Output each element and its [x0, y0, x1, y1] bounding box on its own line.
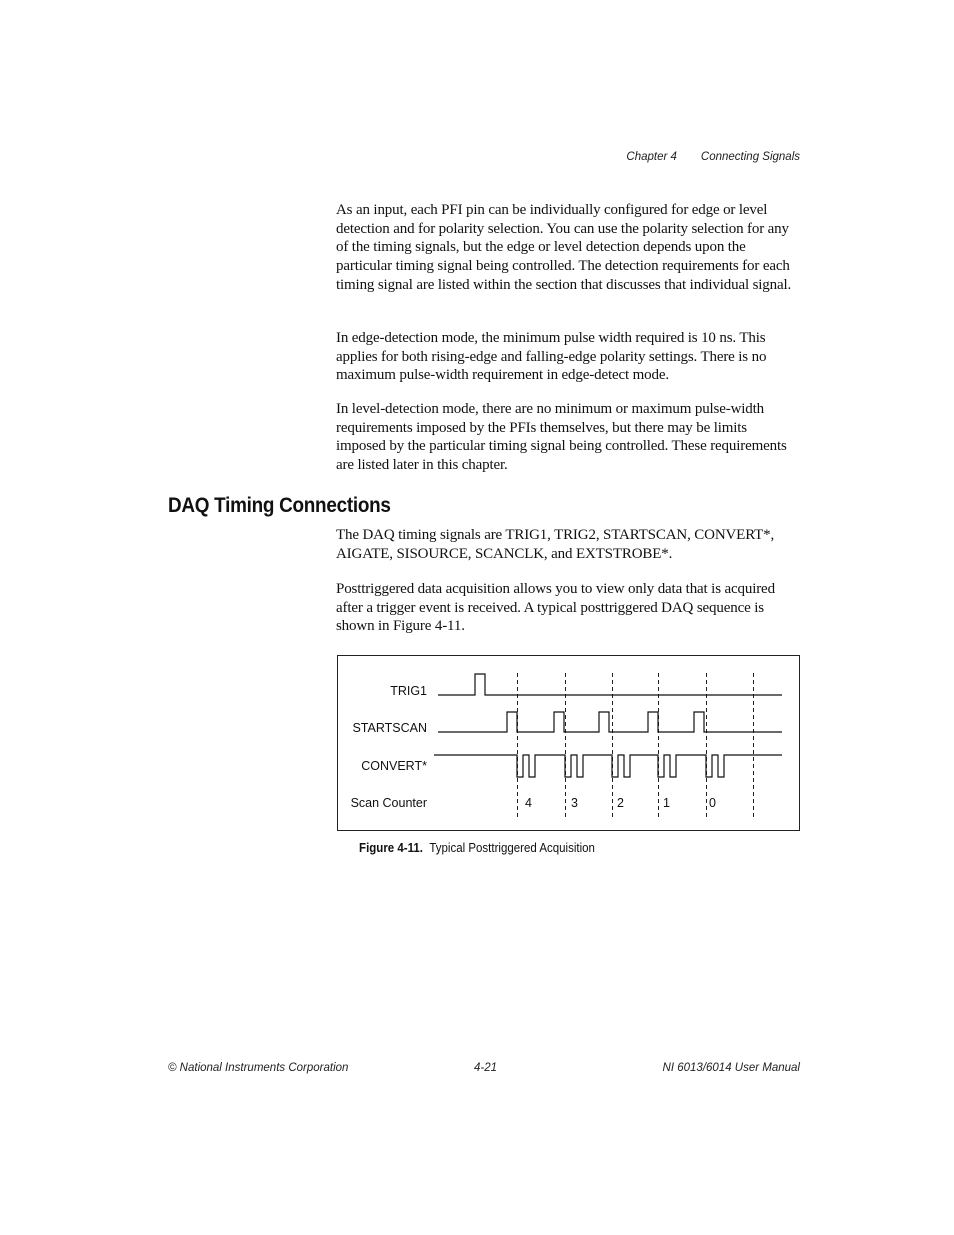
label-startscan: STARTSCAN [352, 721, 427, 735]
paragraph-daq-signals: The DAQ timing signals are TRIG1, TRIG2, STARTSCAN, CONVERT*, AIGATE, SISOURCE, SCANCLK, and EXTSTROBE*. [336, 527, 775, 562]
label-scan-counter: Scan Counter [350, 796, 427, 810]
paragraph-level-detection: In level-detection mode, there are no minimum or maximum pulse-width requirements imposed by the PFIs themselves, but there may be limits imposed by the particular timing signal being controlled. These requirements are listed later in this chapter. [336, 401, 787, 474]
label-convert: CONVERT* [361, 759, 427, 773]
waveform-convert [434, 755, 782, 777]
header-section: Connecting Signals [700, 151, 800, 163]
timing-diagram [337, 655, 800, 831]
figure-caption-number: Figure 4-11. [359, 841, 423, 855]
scan-count-0: 0 [709, 796, 716, 810]
figure-caption-text: Typical Posttriggered Acquisition [429, 841, 595, 855]
scan-count-2: 2 [617, 796, 624, 810]
header-chapter: Chapter 4 [626, 151, 677, 163]
label-trig1: TRIG1 [390, 684, 427, 698]
paragraph-posttriggered: Posttriggered data acquisition allows you to view only data that is acquired after a trigger event is received. A typical posttriggered DAQ sequence is shown in Figure 4-11. [336, 581, 775, 635]
section-heading: DAQ Timing Connections [168, 494, 391, 517]
scan-count-1: 1 [663, 796, 670, 810]
footer-copyright: © National Instruments Corporation [168, 1062, 349, 1074]
running-header [626, 151, 800, 163]
footer-page-number: 4-21 [474, 1062, 498, 1074]
waveform-trig1 [438, 674, 782, 695]
paragraph-pfi-input: As an input, each PFI pin can be individually configured for edge or level detection and for polarity selection. You can use the polarity selection for any of the timing signals, but the edge or level detection depends upon the particular timing signal being controlled. The detection requirements for each timing signal are listed within the section that discusses that individual signal. [336, 202, 792, 293]
scan-count-4: 4 [525, 796, 532, 810]
figure-caption [38, 841, 916, 855]
waveform-startscan [438, 712, 782, 732]
scan-count-3: 3 [571, 796, 578, 810]
footer-manual-title: NI 6013/6014 User Manual [662, 1062, 800, 1074]
paragraph-edge-detection: In edge-detection mode, the minimum pulse width required is 10 ns. This applies for both rising-edge and falling-edge polarity settings. There is no maximum pulse-width requirement in edge-detect mode. [336, 330, 767, 384]
